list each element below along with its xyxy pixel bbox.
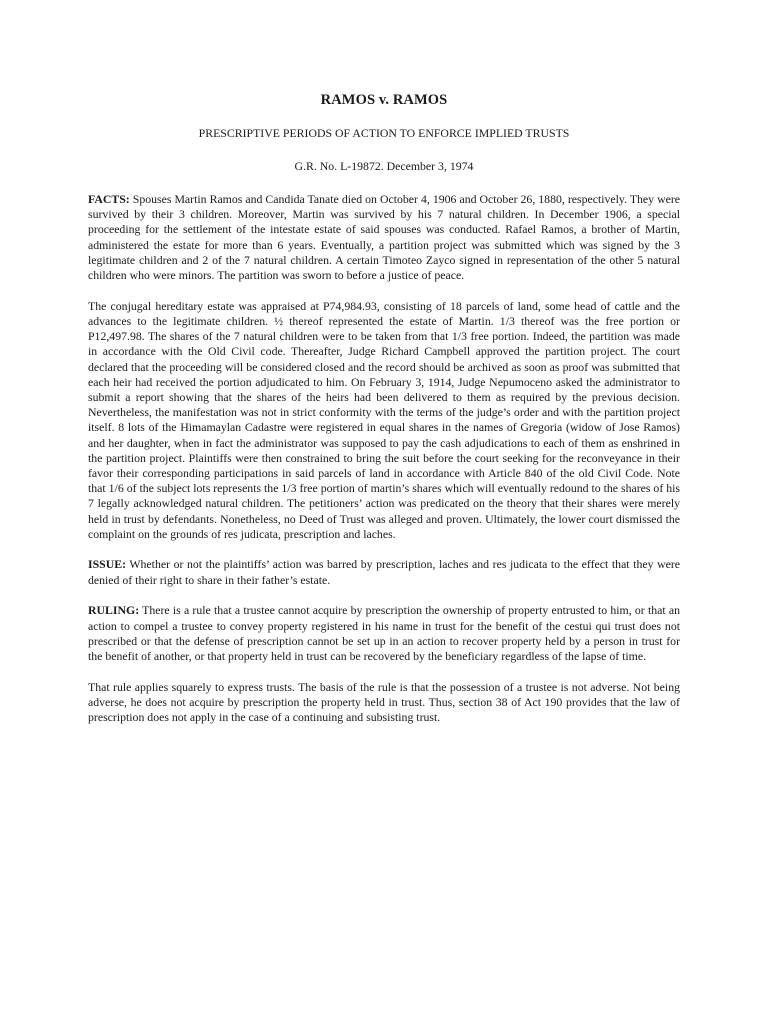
facts-label: FACTS: bbox=[88, 192, 130, 206]
ruling-paragraph bbox=[88, 603, 680, 664]
facts-paragraph bbox=[88, 192, 680, 283]
ruling-text: There is a rule that a trustee cannot acquire by prescription the ownership of property entrusted to him, or that an action to compel a trustee to convey property registered in his name in trust for the benefit of the cestui qui trust does not prescribed or that the defense of prescription cannot be set up in an action to recover property held by a person in trust for the benefit of another, or that property held in trust can be recovered by the beneficiary regardless of the lapse of time. bbox=[88, 603, 680, 663]
ruling-label: RULING: bbox=[88, 603, 140, 618]
issue-paragraph bbox=[88, 557, 680, 587]
case-citation: G.R. No. L-19872. December 3, 1974 bbox=[294, 159, 474, 173]
case-subtitle: PRESCRIPTIVE PERIODS OF ACTION TO ENFORCE IMPLIED TRUSTS bbox=[198, 126, 570, 140]
document-page bbox=[88, 92, 680, 741]
issue-text: Whether or not the plaintiffs’ action was barred by prescription, laches and res judicata to the effect that they were denied of their right to share in their father’s estate. bbox=[88, 557, 680, 587]
ruling-continued-paragraph: That rule applies squarely to express trusts. The basis of the rule is that the possession of a trustee is not adverse. Not being adverse, he does not acquire by prescription the property held in trust. Thus, section 38 of Act 190 provides that the law of prescription does not apply in the case of a continuing and subsisting trust. bbox=[88, 679, 680, 725]
issue-label: ISSUE: bbox=[88, 557, 127, 572]
case-title: RAMOS v. RAMOS bbox=[320, 92, 448, 108]
facts-continued-paragraph: The conjugal hereditary estate was appraised at P74,984.93, consisting of 18 parcels of land, some head of cattle and the advances to the legitimate children. ½ thereof represented the estate of Martin. 1/3 thereof was the free portion or P12,497.98. The shares of the 7 natural children were to be taken from that 1/3 free portion. Indeed, the partition was made in accordance with the Old Civil code. Thereafter, Judge Richard Campbell approved the partition project. The court declared that the proceeding will be considered closed and the record should be archived as soon as proof was submitted that each heir had received the portion adjudicated to him. On February 3, 1914, Judge Nepumoceno asked the administrator to submit a report showing that the shares of the heirs had been delivered to them as required by the previous decision. Nevertheless, the manifestation was not in strict conformity with the terms of the judge’s order and with the partition project itself. 8 lots of the Himamaylan Cadastre were registered in equal shares in the names of Gregoria (widow of Jose Ramos) and her daughter, when in fact the administrator was supposed to pay the cash adjudications to each of them as enshrined in the partition project. Plaintiffs were then constrained to bring the suit before the court seeking for the reconveyance in their favor their corresponding participations in said parcels of land in accordance with Article 840 of the old Civil Code. Note that 1/6 of the subject lots represents the 1/3 free portion of martin’s shares which will eventually redound to the shares of his 7 legally acknowledged natural children. The petitioners’ action was predicated on the theory that their shares were merely held in trust by defendants. Nonetheless, no Deed of Trust was alleged and proven. Ultimately, the lower court dismissed the complaint on the grounds of res judicata, prescription and laches. bbox=[88, 298, 680, 541]
facts-text: Spouses Martin Ramos and Candida Tanate died on October 4, 1906 and October 26, 1880, respectively. They were survived by their 3 children. Moreover, Martin was survived by his 7 natural children. In December 1906, a special proceeding for the settlement of the intestate estate of said spouses was conducted. Rafael Ramos, a brother of Martin, administered the estate for more than 6 years. Eventually, a partition project was submitted which was signed by the 3 legitimate children and 2 of the 7 natural children. A certain Timoteo Zayco signed in representation of the other 5 natural children who were minors. The partition was sworn to before a justice of peace. bbox=[88, 192, 680, 283]
